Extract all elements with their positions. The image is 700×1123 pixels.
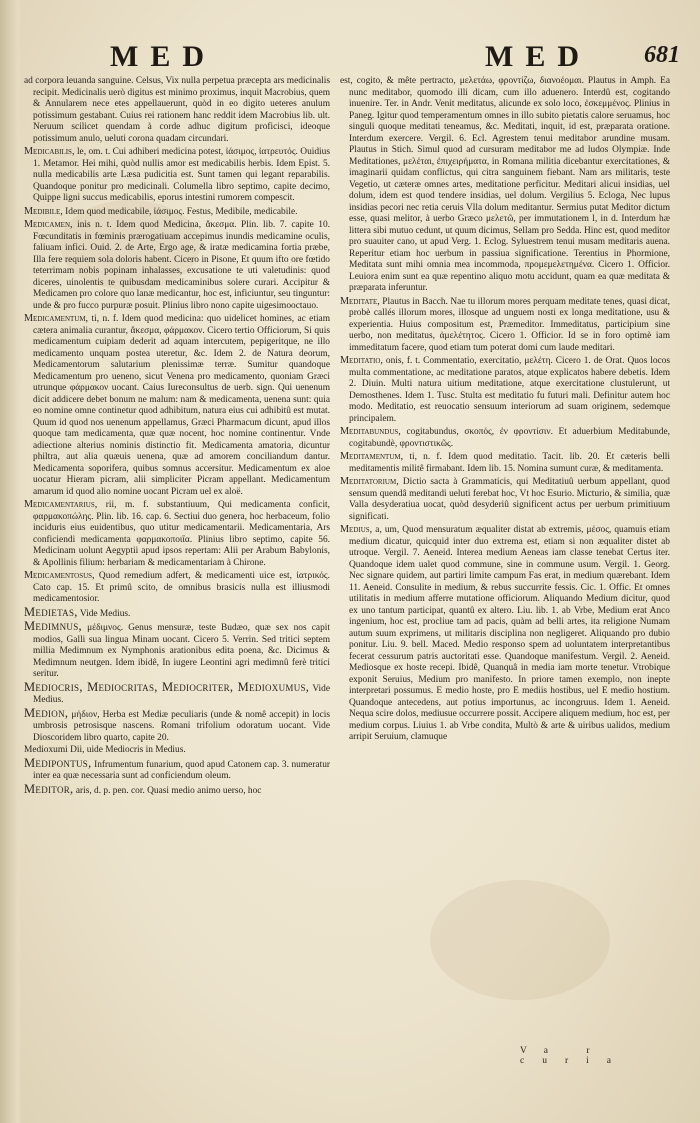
- entry-headword: Medipontus,: [24, 755, 92, 770]
- dictionary-entry: [24, 146, 330, 205]
- left-column: [24, 76, 330, 798]
- dictionary-entry: [24, 570, 330, 606]
- page-header: [30, 40, 688, 80]
- entry-text: ad corpora leuanda sanguine. Celsus, Vix nulla perpetua præcepta ars medicinalis recipit. Medicinalis uerò digitus est minimo proximus, inquit Macrobius, quem & Annularem nece etes appellauerunt, quòd in eo digito ueteres anulum potissimum gestabant. Cuius rei rationem hanc reddit idem Macrobius lib. ult. Neruum scilicet quendam à corde adhuc digitum proficisci, ideoque potissimum anulo, ueluti corona quadam circundari.: [24, 76, 330, 144]
- running-head-left: MED: [110, 40, 216, 73]
- binding-gutter: [0, 0, 22, 1123]
- dictionary-entry: [340, 296, 670, 355]
- entry-headword: Medion,: [24, 705, 69, 720]
- entry-text: ti, n. f. Idem quod meditatio. Tacit. lib. 20. Et cæteris belli meditamentis militê firmabant. Idem lib. 15. Nomina sumunt curæ, & meditamenta.: [349, 452, 670, 474]
- dictionary-entry: [24, 76, 330, 145]
- page-number: 681: [644, 42, 680, 68]
- dictionary-entry: [340, 451, 670, 475]
- entry-text: rii, m. f. substantiuum, Qui medicamenta conficit, φαρμακοπώλης. Plin. lib. 16. cap. 6. Sectiui duo genera, hoc herbaceum, folio inciduris eius euidentibus, quo utitur medicamentarii. Medicamentaria, Ars conficiendi medicamenta φαρμακοποιΐα. Plinius libro septimo, capite 56. Medicinam uolunt Aegyptii apud ipsos repertam: Alii per Arabum Babylonis, & Apollinis filium: herbariam & medicamentariam à Chirone.: [33, 500, 330, 568]
- entry-headword: Medietas,: [24, 604, 78, 619]
- entry-text: aris, d. p. pen. cor. Quasi medio animo uerso, hoc: [75, 785, 262, 796]
- entry-headword: Medius,: [340, 524, 373, 535]
- entry-text: Vide Medius.: [33, 683, 330, 705]
- entry-headword: Mediocris, Mediocritas, Mediocriter, Medioxumus,: [24, 679, 310, 694]
- entry-text: Infrumentum funarium, quod apud Catonem cap. 3. numeratur inter ea quæ necessaria sunt ad conficiendum oleum.: [33, 759, 331, 781]
- entry-headword: Medicamen,: [24, 219, 73, 230]
- entry-text: μήδιον, Herba est Mediæ peculiaris (unde & nomê accepit) in locis umbrosis petrosisque nascens. Romani trifolium odoratum uocant. Vide Dioscoridem libro quarto, capite 20.: [33, 709, 330, 743]
- entry-headword: Medicabilis,: [24, 146, 75, 157]
- dictionary-entry: [24, 604, 330, 621]
- dictionary-entry: [24, 705, 330, 745]
- entry-text: Medioxumi Dii, uide Mediocris in Medius.: [24, 745, 186, 755]
- dictionary-entry: [340, 524, 670, 744]
- catchword: Va r curia: [520, 1046, 629, 1066]
- entry-text: Vide Medius.: [79, 608, 131, 619]
- entry-headword: Medicamentarius,: [24, 499, 98, 510]
- entry-headword: Medibile,: [24, 205, 63, 217]
- entry-headword: Meditate,: [340, 295, 380, 307]
- running-head-right: MED: [485, 40, 591, 73]
- entry-headword: Meditatorium,: [340, 476, 399, 487]
- dictionary-entry: [24, 679, 330, 707]
- entry-text: Quod remedium adfert, & medicamenti uice est, ἰατρικός. Cato cap. 15. Et primû scito, de omnibus brasicis nulla est illiusmodi medicamentosior.: [33, 571, 330, 604]
- entry-headword: Meditabundus,: [340, 426, 401, 437]
- dictionary-entry: [24, 499, 330, 569]
- entry-headword: Medicamentosus,: [24, 570, 95, 581]
- entry-text: est, cogito, & mête pertracto, μελετάω, φροντίζω, διανοέομαι. Plautus in Amph. Ea nunc meditabor, quomodo illi dicam, cum illo aduenero. Interdû est, cogitando inuenire. Ter. in Andr. Venit meditatus, alicunde ex solo loco, ἐσκεμμένος. Plinius in Paneg. Igitur quod temperamentum omnes in illo subito pietatis calore seruamus, hoc singuli quoque meditati teneamus, &c. Meditati, inquit, id est, præparata oratione. Interdum exercere. Vergil. 6. Ecl. Agrestem tenui meditabor arundine musam. Plautus in Stich. Simul quod ad cursuram meditabor me ad ludos Olympiæ. Inde Meditationes, μελέται, ἐπιχειρήματα, in Romana militia dicebantur exercitationes, & imaginarii quidam conflictus, qui citra sanguinem fiebant. Nam ars militaris, teste Vegetio, ut cæteræ omnes artes, meditatione perficitur. Meditari alicui insidias, uel dolum, idem est quod tendere insidias, uel dolum. Vergilius 5. Ecloga, Nec lupus insidias pecori nec retia ceruis Vlla dolum meditantur. Sermius putat Meditor dictum esse, quasi melitor, à uerbo Græco μελετῶ, per immutationem l, in d. Interdum hæ littera sibi mutuo cedunt, ut quum dicimus, Sellam pro Sedda. Hinc est, quod meditor pro suauiter cano, ut apud Verg. 1. Eclog. Syluestrem tenui musam meditaris auena. Reperitur etiam hoc uerbum in passiua significatione. Terentius in Phormione, Meditata sunt mihi omnia mea incommoda, προμεμελετημένα. Cicero 1. Officior. Leuiora enim sunt ea quæ repentino aliquo motu accidunt, quam ea quæ meditata & præparata inferuntur.: [340, 76, 670, 293]
- dictionary-entry: [340, 355, 670, 425]
- entry-text: cogitabundus, σκοπός, ἐν φροντίσιν. Et aduerbium Meditabunde, cogitabundè, φροντιστικῶς.: [349, 427, 670, 449]
- entry-headword: Meditamentum,: [340, 451, 404, 462]
- dictionary-entry: [24, 219, 330, 312]
- entry-headword: Meditor,: [24, 781, 74, 796]
- dictionary-entry: [340, 76, 670, 295]
- entry-text: μέδιμνος. Genus mensuræ, teste Budæo, quæ sex nos capit modios, Galli sua lingua Minam uocant. Cicero 5. Verrin. Sed tritici septem millia Medimnum ex Nymphonis arationibus edita poena, &c. Dicimus & Medimnum neutgen. Idem ibidê, In iugere Leontini agri medimnû ferè tritici seritur.: [33, 623, 330, 679]
- dictionary-entry: [24, 755, 331, 783]
- dictionary-entry: [340, 426, 670, 450]
- entry-text: le, om. t. Cui adhiberi medicina potest, ἰάσιμος, ἰατρευτός. Ouidius 1. Metamor. Hei mihi, quòd nullis amor est medicabilis herbis. Idem Epist. 5. nulla medicabilis arte Læsa pudicitia est. Sunt tamen qui legant reparabilis. Quandoque ponitur pro medicinali. Columella libro septimo, capite decimo, Quippe ligni succus medicabilis, eporus intestini rumorem compescit.: [33, 147, 330, 203]
- dictionary-entry: [24, 206, 330, 219]
- entry-text: a, um, Quod mensuratum æqualiter distat ab extremis, μέσος, quamuis etiam medium dicatur, quicquid inter duo extrema est, etiam si non æqualiter distet ab utroque. Vergil. 7. Aeneid. Interea medium Aeneas iam classe tenebat Certus iter. Quandoque idem ualet quod commune, sine in commune usum. Vergil. 1. Georg. Nec signare quidem, aut partiri limite campum Fas erat, in medium quærebant. Idem 11. Aeneid. Consulite in medium, & rebus succurrite fessis. Cic. 1. Offic. Et omnes utilitatis in medium afferre mutatione officiorum. Aliquando Medium dicitur, quod ex uno tantum participat, quantû ex altero. Liu. lib. 1. ab Vrbe, Medium erat Anco ingenium, hoc est, procliue tam ad pacis, quàm ad belli artes, ita religione Numam autum suum exprimens, ut militaris disciplina non negligeret. Aliquando pro dubio ponitur. Liu. 9. bell. Maced. Medio responso spem ad uoluntatem interpretantibus fecerat cessurum patris auctoritati esse. Quandoque manifestum. Vergil. 2. Aeneid. Mediosque ex hoste recepi. Ibidê, Quanquâ in media iam morte tenetur. Vtrobique exponit Seruius, Medium pro manifesto. In priore tamen exemplo, non inepte interpretari possumus. E medio hoste, pro E mediis hostibus, uel E medio hostium. Quandoque antecedens, aut potius importunus, ac incongruus. Idem 1. Aeneid. Nequa scire dolos, mediusue occurrere possit. Accipere aliquem medium, hoc est, per medium corpus. Liuius 1. ab Vrbe condita, Multò & arte & uiribus ualidos, medium arripit Seruium, clamuque: [349, 525, 671, 742]
- dictionary-entry: [24, 313, 330, 498]
- entry-text: Idem quod medicabile, ἰάσιμος. Festus, Medibile, medicabile.: [65, 206, 298, 217]
- entry-headword: Meditatio,: [340, 355, 383, 366]
- entry-text: Dictio sacta à Grammaticis, qui Meditatiuû uerbum appellant, quod sensum quendâ meditandi ueluti ferebat hoc, Vt hoc Esurio. Micturio, & similia, quæ Valla desyderatiua uocat, quòd desyderiû significent actus per uerbum primitiuum significati.: [349, 477, 670, 522]
- entry-headword: Medimnus,: [24, 619, 82, 633]
- dictionary-entry: [24, 621, 330, 681]
- entry-text: onis, f. t. Commentatio, exercitatio, μελέτη. Cicero 1. de Orat. Quos locos multa commentatione, ac meditatione paratos, atque explicatos habere debetis. Idem 2. Diuin. Multi natura uitium meditatione, atque exercitatione clustulerunt, ut Demosthenes. Idem 1. Tusc. Stulta est meditatio fu futuri mali. Definitur autem hoc modo. Meditatio, est reuocatio sensuum interiorum ad suam originem, sedemque principalem.: [349, 356, 671, 424]
- paper-stain: [430, 880, 610, 1000]
- entry-text: ti, n. f. Idem quod medicina: quo uidelicet homines, ac etiam cætera animalia curantur, ἄκεσμα, φάρμακον. Cicero tertio Officiorum, Si quis medicamentum cuipiam dederit ad aquam intercutem, pepigeritque, ne illo medicamento unquam postea uteretur, &c. Idem 2. de Natura deorum, Medicamentorum salutarium plenissimæ terræ. Sumitur quandoque Medicamentum pro ueneno, sicut Venena pro medicamento, quoniam Græci utrunque φάρμακον uocant. Caius Iureconsultus de uerb. sign. Qui uenenum dicit addicere debet bonum ne malum: nam & medicamenta, uenena sunt: quia eo nomine omne continetur quod adhibitum, natura eius cui adhibitû est mutat. Quum id quod nos uenenum appellamus, Græci Pharmacum dicunt, apud illos quoque tam medicamenta, quæ quæ nocent, hoc nomine continentur. Vnde adiectione alterius nominis distinctio fit. Medicamenta amatoria, dicuntur philtra, aut alia quæuis uenena, quæ ad amorem conciliandum dantur. Medicamenta soporifera, quibus somnus accersitur. Medicamentum ex aloe uocatur Hieram picram, alii simpliciter Picram appellant. Medicamentum amarum id quod alio nomine uocant Picram uel ex aloë.: [33, 314, 331, 497]
- dictionary-entry: [24, 781, 330, 798]
- entry-text: inis n. t. Idem quod Medicina, ἄκεσμα. Plin. lib. 7. capite 10. Fœcunditatis in fœminis prærogatiuam accepimus inundis medicamine oculis, faliuam infici. Ouid. 2. de Arte, Ergo age, & iratæ medicamina fortia præbe, Illa fere requiem sola doloris habent. Cicero in Pisone, Et quum ifto ore fœtido teterrimam nobis popinam inhalasses, excusatione te uti valetudinis: quod diceres, uinolentis te quibusdam medicaminibus solere curari. Accipitur & Medicamen pro colore quo lanæ medicantur, hoc est, inficiuntur, seu tinguntur: unde & pro fucco purpuræ posuit. Plinius libro nono capite uigesimooctauo.: [33, 220, 330, 311]
- dictionary-entry: [340, 476, 670, 523]
- entry-headword: Medicamentum,: [24, 313, 89, 324]
- entry-text: Plautus in Bacch. Nae tu illorum mores perquam meditate tenes, quasi dicat, probè callés illorum mores, illosque ad unguem nosti ex longa meditatione, usu & experientia. Huius compositum est, Præmeditor. Immeditatus, participium sine uerbo, non meditatus, ἀμελέτητος. Cicero 1. Officior. Id se in foro optimè iam immeditatum facere, quod etiam tum poterat domi cum laude meditari.: [349, 296, 670, 353]
- right-column: [340, 76, 670, 745]
